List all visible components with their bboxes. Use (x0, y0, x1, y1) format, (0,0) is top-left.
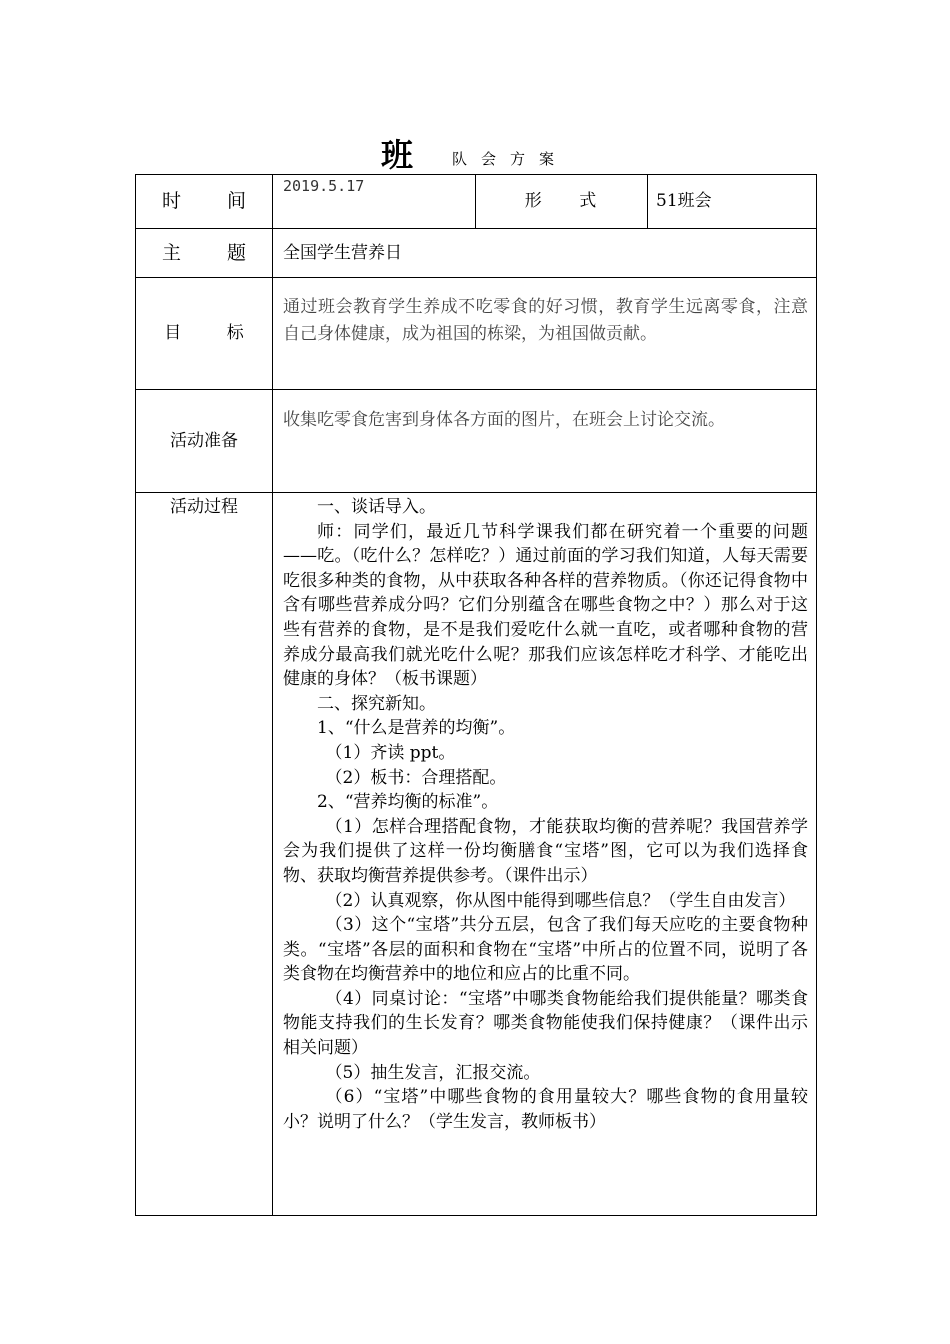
row-preparation (136, 390, 817, 493)
process-content (273, 493, 817, 1216)
goal-label: 目 标 (136, 278, 273, 390)
process-paragraph: （6）“宝塔”中哪些食物的食用量较大？哪些食物的食用量较小？说明了什么？（学生发言，教师板书） (283, 1087, 808, 1132)
process-paragraph: （1）齐读 ppt。 (325, 742, 456, 763)
process-paragraph: 师：同学们，最近几节科学课我们都在研究着一个重要的问题——吃。（吃什么？怎样吃？）通过前面的学习我们知道，人每天需要吃很多种类的食物，从中获取各种各样的营养物质。（你还记得食物中含有哪些营养成分吗？它们分别蕴含在哪些食物之中？）那么对于这些有营养的食物，是不是我们爱吃什么就一直吃，或者哪种食物的营养成分最高我们就光吃什么呢？那我们应该怎样吃才科学、才能吃出健康的身体？（板书课题） (283, 521, 808, 690)
row-process (136, 493, 817, 1216)
process-paragraph: （1）怎样合理搭配食物，才能获取均衡的营养呢？我国营养学会为我们提供了这样一份均衡膳食“宝塔”图，它可以为我们选择食物、获取均衡营养提供参考。（课件出示） (283, 816, 808, 886)
row-time (136, 175, 817, 229)
time-value: 2019.5.17 (273, 175, 476, 229)
preparation-label: 活动准备 (136, 390, 273, 493)
class-meeting-plan-table (135, 174, 817, 1216)
goal-value: 通过班会教育学生养成不吃零食的好习惯，教育学生远离零食，注意自己身体健康，成为祖国的栋梁，为祖国做贡献。 (273, 278, 817, 390)
row-topic (136, 229, 817, 278)
title-sub: 队会方案 (452, 150, 569, 168)
process-paragraph: 二、探究新知。 (317, 693, 436, 714)
process-paragraph: （4）同桌讨论：“宝塔”中哪类食物能给我们提供能量？哪类食物能支持我们的生长发育？哪类食物能使我们保持健康？（课件出示相关问题） (283, 988, 808, 1059)
topic-label: 主 题 (136, 229, 273, 278)
process-paragraph: 一、谈话导入。 (317, 497, 436, 517)
process-paragraph: （2）板书：合理搭配。 (325, 767, 507, 788)
topic-value: 全国学生营养日 (273, 229, 817, 278)
process-paragraph: （2）认真观察，你从图中能得到哪些信息？（学生自由发言） (325, 890, 796, 911)
process-paragraph: （5）抽生发言，汇报交流。 (325, 1062, 541, 1083)
preparation-value: 收集吃零食危害到身体各方面的图片，在班会上讨论交流。 (273, 390, 817, 493)
process-label: 活动过程 (136, 493, 273, 1216)
row-goal (136, 278, 817, 390)
process-paragraph: 2、“营养均衡的标准”。 (317, 792, 499, 813)
form-value: 51班会 (648, 175, 817, 229)
process-paragraph: 1、“什么是营养的均衡”。 (317, 718, 516, 739)
process-paragraph: （3）这个“宝塔”共分五层，包含了我们每天应吃的主要食物种类。“宝塔”各层的面积和食物在“宝塔”中所占的位置不同，说明了各类食物在均衡营养中的地位和应占的比重不同。 (283, 915, 808, 985)
document-title (0, 128, 950, 178)
time-label: 时 间 (136, 175, 273, 229)
form-label: 形 式 (476, 175, 648, 229)
title-main: 班 (381, 136, 416, 174)
